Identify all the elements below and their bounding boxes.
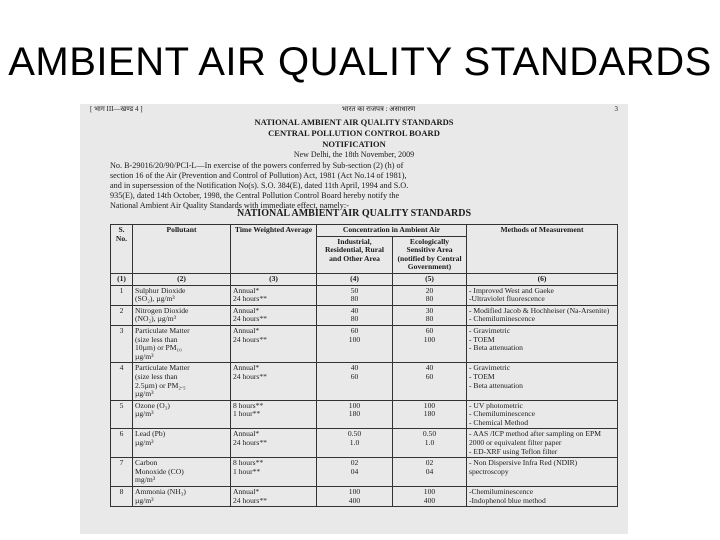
col-number: (3) xyxy=(231,273,317,285)
doc-title: NATIONAL AMBIENT AIR QUALITY STANDARDS xyxy=(254,117,454,127)
cell-eco xyxy=(393,325,467,362)
cell-line: 6 xyxy=(119,429,124,439)
cell-sno xyxy=(111,400,133,429)
cell-line: 2.5µm) or PM₂.₅ xyxy=(135,380,186,390)
header-industrial: Industrial, Residential, Rural and Other Area xyxy=(317,236,393,273)
cell-line: - TOEM xyxy=(469,334,495,344)
cell-line: - ED-XRF using Teflon filter xyxy=(469,446,558,456)
cell-line: - Beta attenuation xyxy=(469,380,523,390)
cell-line: 02 xyxy=(350,458,359,468)
cell-line: mg/m³ xyxy=(135,475,155,485)
cell-line: 400 xyxy=(423,495,436,505)
cell-line: Annual* xyxy=(233,305,260,315)
cell-line: 80 xyxy=(350,294,359,304)
cell-line: -Chemiluminescence xyxy=(469,487,534,497)
cell-line: Lead (Pb) xyxy=(135,429,166,439)
cell-line: 100 xyxy=(348,400,361,410)
cell-line: 0.50 xyxy=(422,429,437,439)
cell-line: Annual* xyxy=(233,429,260,439)
cell-line: 04 xyxy=(425,466,434,476)
cell-sno xyxy=(111,363,133,400)
cell-line: -Ultraviolet fluorescence xyxy=(469,294,545,304)
cell-ind xyxy=(317,363,393,400)
cell-line: µg/m³ xyxy=(135,351,154,361)
cell-line: 80 xyxy=(425,294,434,304)
cell-line: 8 xyxy=(119,487,124,497)
cell-sno xyxy=(111,429,133,458)
cell-line: (NO₂), µg/m³ xyxy=(135,314,176,324)
cell-line: 80 xyxy=(425,314,434,324)
cell-line: µg/m³ xyxy=(135,389,154,399)
cell-line: µg/m³ xyxy=(135,495,154,505)
cell-line: 24 hours** xyxy=(233,294,267,304)
cell-line: - AAS /ICP method after sampling on EPM 2000 or equivalent filter paper xyxy=(469,429,601,448)
cell-line: - Beta attenuation xyxy=(469,343,523,353)
cell-twa xyxy=(231,458,317,487)
cell-line: - Chemiluminescence xyxy=(469,314,536,324)
gazette-part: [ भाग III—खण्ड 4 ] xyxy=(90,105,143,113)
header-pollutant: Pollutant xyxy=(133,225,231,274)
para-line: 935(E), dated 14th October, 1998, the Central Pollution Control Board hereby notify the xyxy=(110,191,400,200)
cell-line: 80 xyxy=(350,314,359,324)
cell-sno xyxy=(111,305,133,325)
cell-twa xyxy=(231,429,317,458)
cell-line: 100 xyxy=(348,487,361,497)
cell-ind xyxy=(317,487,393,507)
cell-line: - Improved West and Gaeke xyxy=(469,285,554,295)
cell-line: 10µm) or PM₁₀ xyxy=(135,343,182,353)
page-number: 3 xyxy=(614,105,618,113)
table-row xyxy=(111,325,618,362)
standards-table xyxy=(110,224,618,507)
cell-methods xyxy=(467,400,618,429)
cell-eco xyxy=(393,400,467,429)
cell-line: -Indophenol blue method xyxy=(469,495,546,505)
cell-methods xyxy=(467,285,618,305)
cell-line: 60 xyxy=(350,371,359,381)
cell-twa xyxy=(231,400,317,429)
header-sno: S. No. xyxy=(111,225,133,274)
table-row xyxy=(111,429,618,458)
cell-line: 100 xyxy=(423,487,436,497)
cell-line: (SO₂), µg/m³ xyxy=(135,294,175,304)
slide-title: AMBIENT AIR QUALITY STANDARDS xyxy=(8,40,712,84)
para-line: National Ambient Air Quality Standards with immediate effect, namely:- xyxy=(110,201,349,210)
doc-notification: NOTIFICATION xyxy=(322,139,386,149)
gazette-header xyxy=(90,105,618,114)
cell-pollutant xyxy=(133,305,231,325)
cell-line: 60 xyxy=(425,325,434,335)
cell-line: 3 xyxy=(119,325,124,335)
cell-line: Ammonia (NH₃) xyxy=(135,487,186,497)
gazette-name: भारत का राजपत्र : असाधारण xyxy=(341,105,416,113)
cell-line: 20 xyxy=(425,285,434,295)
cell-line: 7 xyxy=(119,458,124,468)
table-row xyxy=(111,400,618,429)
doc-board: CENTRAL POLLUTION CONTROL BOARD xyxy=(268,128,440,138)
cell-line: 100 xyxy=(348,334,361,344)
cell-line: - UV photometric xyxy=(469,400,523,410)
cell-line: Particulate Matter xyxy=(135,325,190,335)
cell-ind xyxy=(317,458,393,487)
cell-line: 100 xyxy=(423,400,436,410)
table-row xyxy=(111,363,618,400)
cell-line: - Chemical Method xyxy=(469,417,529,427)
cell-line: - Chemiluminescence xyxy=(469,409,536,419)
cell-line: 1 hour** xyxy=(233,466,261,476)
cell-line: - TOEM xyxy=(469,371,495,381)
cell-ind xyxy=(317,325,393,362)
para-line: and in supersession of the Notification No(s). S.O. 384(E), dated 11th April, 1994 and S.O. xyxy=(110,181,409,190)
notification-paragraph xyxy=(110,161,620,211)
cell-line: 40 xyxy=(350,363,359,373)
doc-date: New Delhi, the 18th November, 2009 xyxy=(293,150,415,159)
cell-twa xyxy=(231,325,317,362)
cell-line: Annual* xyxy=(233,363,260,373)
cell-line: 24 hours** xyxy=(233,438,267,448)
cell-twa xyxy=(231,363,317,400)
cell-line: 0.50 xyxy=(347,429,362,439)
cell-line: - Non Dispersive Infra Red (NDIR) spectroscopy xyxy=(469,458,578,476)
cell-line: - Gravimetric xyxy=(469,363,511,373)
col-number: (4) xyxy=(317,273,393,285)
cell-pollutant xyxy=(133,363,231,400)
cell-ind xyxy=(317,400,393,429)
cell-line: Monoxide (CO) xyxy=(135,466,184,476)
cell-eco xyxy=(393,458,467,487)
cell-methods xyxy=(467,305,618,325)
cell-methods xyxy=(467,429,618,458)
cell-sno xyxy=(111,285,133,305)
cell-twa xyxy=(231,285,317,305)
cell-twa xyxy=(231,487,317,507)
table-header-row xyxy=(111,225,618,237)
cell-line: 4 xyxy=(119,363,124,373)
cell-pollutant xyxy=(133,325,231,362)
cell-line: 8 hours** xyxy=(233,400,264,410)
cell-methods xyxy=(467,458,618,487)
cell-pollutant xyxy=(133,458,231,487)
cell-methods xyxy=(467,487,618,507)
cell-line: (size less than xyxy=(135,334,178,344)
cell-line: Ozone (O₃) xyxy=(135,400,170,410)
cell-pollutant xyxy=(133,285,231,305)
cell-line: 5 xyxy=(119,400,124,410)
cell-pollutant xyxy=(133,429,231,458)
cell-line: 60 xyxy=(425,371,434,381)
cell-eco xyxy=(393,429,467,458)
cell-ind xyxy=(317,429,393,458)
cell-line: 50 xyxy=(350,285,359,295)
cell-line: Annual* xyxy=(233,487,260,497)
cell-line: Sulphur Dioxide xyxy=(135,285,186,295)
cell-line: - Modified Jacob & Hochheiser (Na-Arsenite) xyxy=(469,305,610,315)
cell-twa xyxy=(231,305,317,325)
table-row xyxy=(111,285,618,305)
cell-eco xyxy=(393,305,467,325)
header-concentration: Concentration in Ambient Air xyxy=(317,225,467,237)
cell-methods xyxy=(467,363,618,400)
cell-line: Annual* xyxy=(233,325,260,335)
cell-line: 40 xyxy=(350,305,359,315)
cell-line: 40 xyxy=(425,363,434,373)
cell-pollutant xyxy=(133,400,231,429)
table-row xyxy=(111,458,618,487)
cell-line: Annual* xyxy=(233,285,260,295)
table-row xyxy=(111,305,618,325)
para-line: section 16 of the Air (Prevention and Control of Pollution) Act, 1981 (Act No.14 of 1981), xyxy=(110,171,407,180)
cell-line: 1.0 xyxy=(349,438,360,448)
cell-sno xyxy=(111,458,133,487)
column-number-row xyxy=(111,273,618,285)
header-methods: Methods of Measurement xyxy=(467,225,618,274)
cell-line: 180 xyxy=(348,409,361,419)
cell-methods xyxy=(467,325,618,362)
table-title: NATIONAL AMBIENT AIR QUALITY STANDARDS xyxy=(236,208,472,219)
cell-line: 24 hours** xyxy=(233,314,267,324)
cell-line: 24 hours** xyxy=(233,495,267,505)
cell-eco xyxy=(393,285,467,305)
cell-line: 400 xyxy=(348,495,361,505)
cell-line: 100 xyxy=(423,334,436,344)
scanned-document xyxy=(80,104,628,534)
cell-line: - Gravimetric xyxy=(469,325,511,335)
cell-line: Nitrogen Dioxide xyxy=(135,305,189,315)
col-number: (5) xyxy=(393,273,467,285)
cell-line: µg/m³ xyxy=(135,438,154,448)
header-ecological: Ecologically Sensitive Area (notified by Central Government) xyxy=(393,236,467,273)
cell-line: 24 hours** xyxy=(233,371,267,381)
col-number: (1) xyxy=(111,273,133,285)
cell-eco xyxy=(393,487,467,507)
table-body xyxy=(111,285,618,507)
cell-line: 1 hour** xyxy=(233,409,261,419)
cell-line: µg/m³ xyxy=(135,409,154,419)
cell-eco xyxy=(393,363,467,400)
cell-line: Particulate Matter xyxy=(135,363,190,373)
cell-line: 30 xyxy=(425,305,434,315)
cell-line: 2 xyxy=(119,305,124,315)
cell-line: 60 xyxy=(350,325,359,335)
cell-ind xyxy=(317,305,393,325)
cell-pollutant xyxy=(133,487,231,507)
cell-sno xyxy=(111,325,133,362)
header-twa: Time Weighted Average xyxy=(231,225,317,274)
cell-line: 1 xyxy=(119,285,124,295)
cell-line: Carbon xyxy=(135,458,158,468)
cell-sno xyxy=(111,487,133,507)
cell-line: (size less than xyxy=(135,371,178,381)
cell-line: 04 xyxy=(350,466,359,476)
cell-line: 180 xyxy=(423,409,436,419)
col-number: (6) xyxy=(467,273,618,285)
col-number: (2) xyxy=(133,273,231,285)
cell-line: 02 xyxy=(425,458,434,468)
cell-ind xyxy=(317,285,393,305)
cell-line: 1.0 xyxy=(424,438,435,448)
para-line: No. B-29016/20/90/PCI-L—In exercise of the powers conferred by Sub-section (2) (h) of xyxy=(110,161,404,170)
cell-line: 8 hours** xyxy=(233,458,264,468)
table-row xyxy=(111,487,618,507)
cell-line: 24 hours** xyxy=(233,334,267,344)
